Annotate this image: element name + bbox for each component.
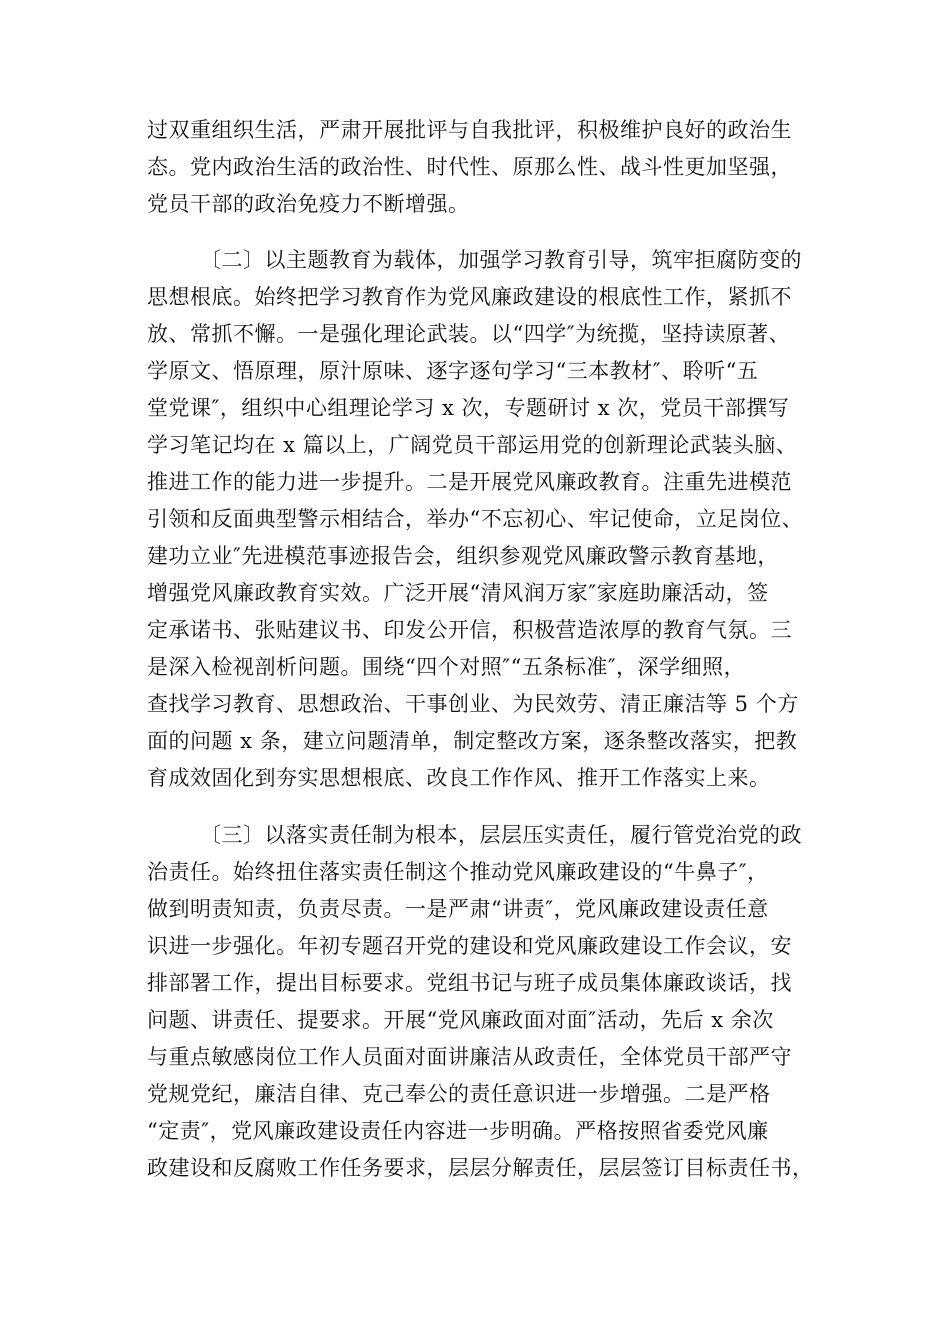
- text-line: 查找学习教育、思想政治、干事创业、为民效劳、清正廉洁等 5 个方: [147, 692, 799, 716]
- text-line: 排部署工作，提出目标要求。党组书记与班子成员集体廉政谈话，找: [147, 971, 792, 995]
- text-line: 识进一步强化。年初专题召开党的建设和党风廉政建设工作会议，安: [147, 934, 792, 958]
- text-line: 增强党风廉政教育实效。广泛开展“清风润万家″家庭助廉活动，签: [147, 581, 769, 605]
- paragraph-heading-2: 〔二〕以主题教育为载体，加强学习教育引导，筑牢拒腐防变的: [200, 248, 802, 272]
- text-line: 问题、讲责任、提要求。开展“党风廉政面对面″活动，先后 x 余次: [147, 1008, 774, 1032]
- text-line: 过双重组织生活，严肃开展批评与自我批评，积极维护良好的政治生: [147, 118, 792, 142]
- text-line: 建功立业″先进模范事迹报告会，组织参观党风廉政警示教育基地，: [147, 544, 779, 568]
- text-line: 育成效固化到夯实思想根底、改良工作作风、推开工作落实上来。: [147, 766, 771, 790]
- text-line: 与重点敏感岗位工作人员面对面讲廉洁从政责任，全体党员干部严守: [147, 1045, 792, 1069]
- text-line: “定责″，党风廉政建设责任内容进一步明确。严格按照省委党风廉: [147, 1119, 769, 1143]
- text-line: 学习笔记均在 x 篇以上，广阔党员干部运用党的创新理论武装头脑、: [147, 433, 798, 457]
- text-line: 面的问题 x 条，建立问题清单，制定整改方案，逐条整改落实，把教: [147, 729, 798, 753]
- text-line: 定承诺书、张贴建议书、印发公开信，积极营造浓厚的教育气氛。三: [147, 618, 792, 642]
- text-line: 引领和反面典型警示相结合，举办“不忘初心、牢记使命，立足岗位、: [147, 507, 804, 531]
- text-line: 党规党纪，廉洁自律、克己奉公的责任意识进一步增强。二是严格: [147, 1082, 771, 1106]
- text-line: 思想根底。始终把学习教育作为党风廉政建设的根底性工作，紧抓不: [147, 285, 792, 309]
- text-line: 学原文、悟原理，原汁原味、逐字逐句学习“三本教材″、聆听“五: [147, 359, 759, 383]
- text-line: 党员干部的政治免疫力不断增强。: [147, 192, 470, 216]
- text-line: 堂党课″，组织中心组理论学习 x 次，专题研讨 x 次，党员干部撰写: [147, 396, 790, 420]
- text-line: 做到明责知责，负责尽责。一是严肃“讲责″，党风廉政建设责任意: [147, 897, 769, 921]
- text-line: 态。党内政治生活的政治性、时代性、原那么性、战斗性更加坚强，: [147, 155, 792, 179]
- text-line: 放、常抓不懈。一是强化理论武装。以“四学″为统揽，坚持读原著、: [147, 322, 791, 346]
- text-line: 政建设和反腐败工作任务要求，层层分解责任，层层签订目标责任书，: [147, 1156, 814, 1180]
- text-line: 推进工作的能力进一步提升。二是开展党风廉政教育。注重先进模范: [147, 470, 792, 494]
- text-line: 治责任。始终扭住落实责任制这个推动党风廉政建设的“牛鼻子″，: [147, 860, 769, 884]
- text-line: 是深入检视剖析问题。围绕“四个对照″“五条标准″，深学细照，: [147, 655, 746, 679]
- paragraph-heading-3: 〔三〕以落实责任制为根本，层层压实责任，履行管党治党的政: [200, 823, 802, 847]
